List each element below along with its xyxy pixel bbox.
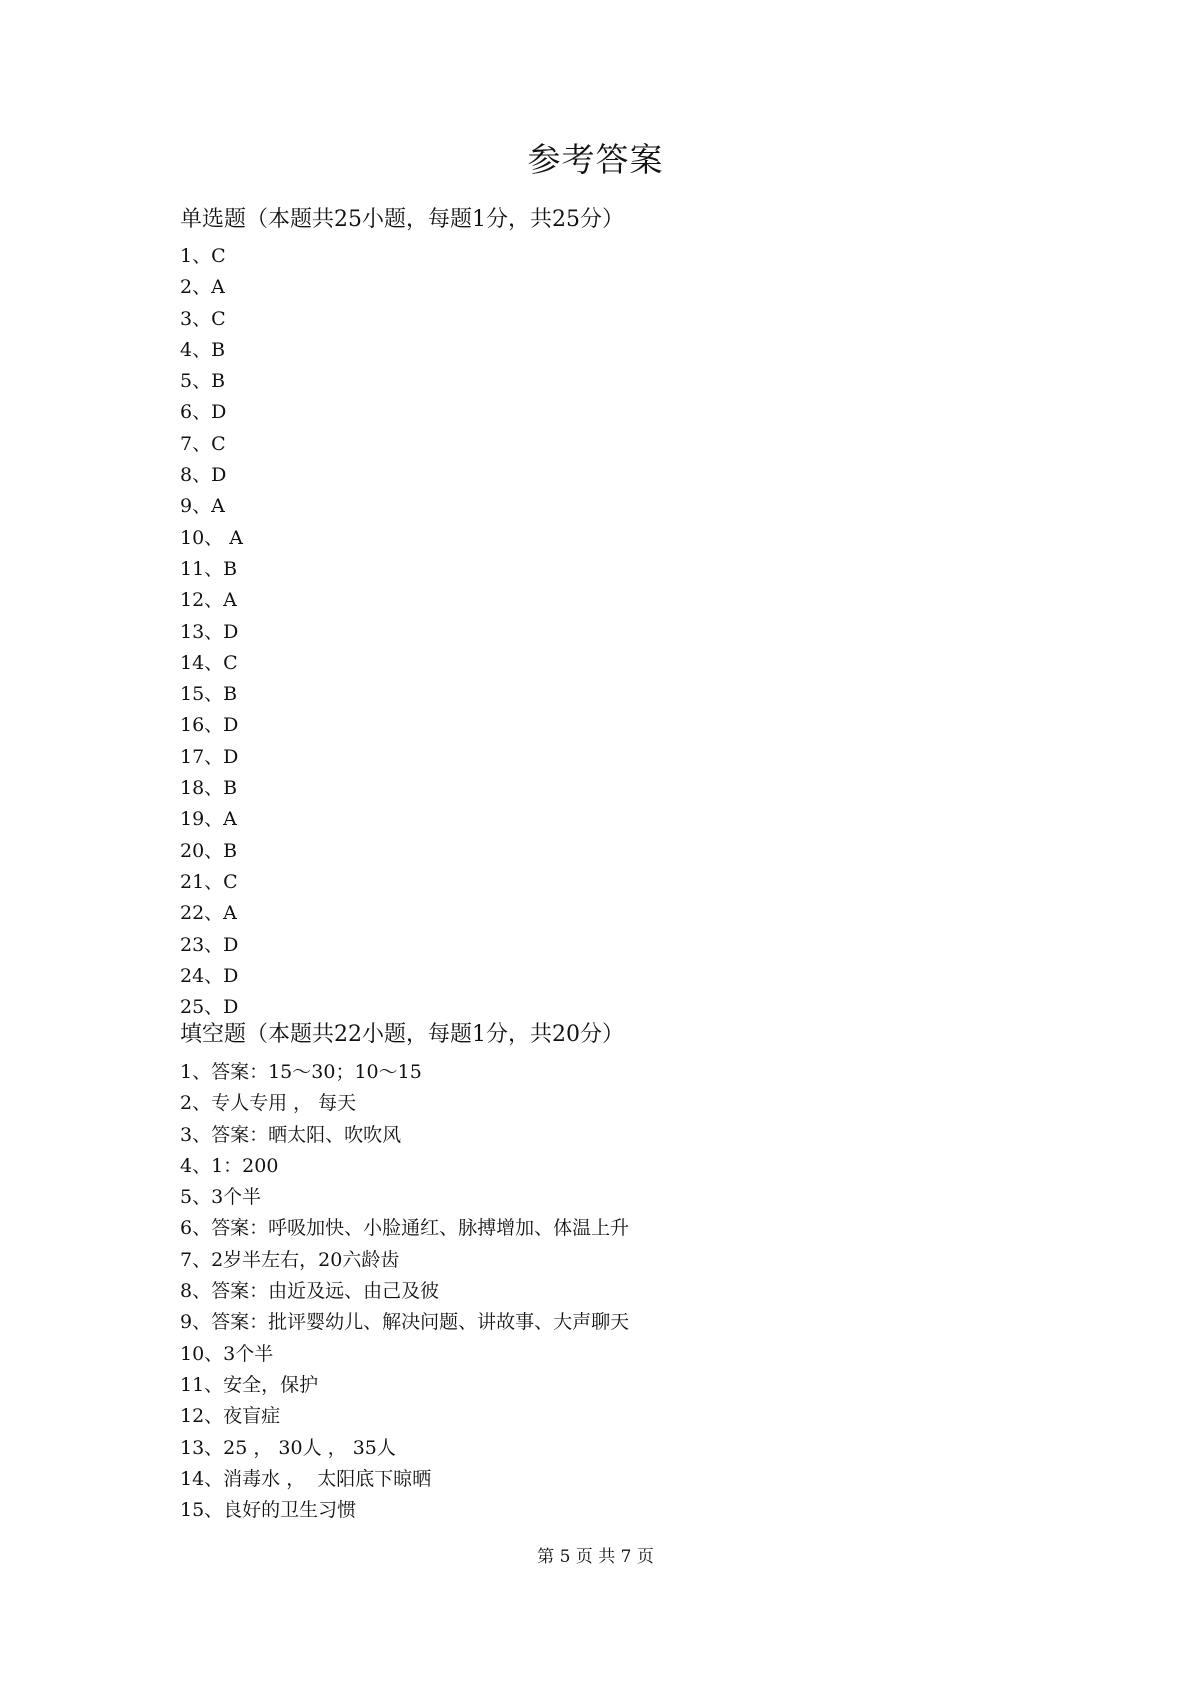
- page-footer: 第 5 页 共 7 页: [537, 1547, 654, 1567]
- single-choice-answer-item: 6、D: [180, 401, 227, 424]
- fill-blank-answer-item: 3、答案：晒太阳、吹吹风: [180, 1123, 402, 1146]
- single-choice-answer-item: 21、C: [180, 870, 238, 893]
- single-choice-answer-item: 1、C: [180, 245, 226, 267]
- single-choice-answer-item: 7、C: [180, 432, 226, 455]
- single-choice-answer-item: 5、B: [180, 370, 226, 393]
- page-title: 参考答案: [527, 140, 664, 179]
- single-choice-answer-item: 18、B: [180, 777, 238, 800]
- fill-blank-answer-item: 4、1：200: [180, 1154, 279, 1177]
- single-choice-answer-item: 4、B: [180, 338, 226, 361]
- fill-blank-answer-item: 5、3个半: [180, 1186, 262, 1209]
- fill-blank-heading: 填空题（本题共22小题，每题1分，共20分）: [180, 1022, 624, 1047]
- fill-blank-answer-item: 8、答案：由近及远、由己及彼: [180, 1280, 440, 1303]
- single-choice-answer-item: 12、A: [180, 589, 237, 612]
- fill-blank-answer-list: [180, 1057, 629, 1526]
- single-choice-answer-item: 10、 A: [180, 526, 243, 549]
- fill-blank-answer-item: 14、消毒水 ， 太阳底下晾晒: [180, 1467, 432, 1490]
- fill-blank-answer-item: 1、答案：15～30；10～15: [180, 1061, 422, 1083]
- single-choice-answer-item: 13、D: [180, 620, 239, 643]
- single-choice-answer-item: 16、D: [180, 714, 239, 737]
- fill-blank-answer-item: 11、安全，保护: [180, 1373, 319, 1396]
- fill-blank-answer-item: 10、3个半: [180, 1342, 274, 1365]
- single-choice-answer-item: 23、D: [180, 933, 239, 956]
- fill-blank-answer-item: 12、夜盲症: [180, 1405, 281, 1428]
- single-choice-answer-item: 11、B: [180, 557, 238, 580]
- single-choice-answer-item: 19、A: [180, 808, 237, 831]
- fill-blank-answer-item: 13、25 ， 30人 ， 35人: [180, 1436, 396, 1459]
- single-choice-heading: 单选题（本题共25小题，每题1分，共25分）: [180, 207, 624, 232]
- single-choice-answer-item: 17、D: [180, 745, 239, 768]
- fill-blank-answer-item: 7、2岁半左右，20六龄齿: [180, 1248, 400, 1271]
- single-choice-answer-item: 8、D: [180, 464, 227, 487]
- fill-blank-answer-item: 9、答案：批评婴幼儿、解决问题、讲故事、大声聊天: [180, 1311, 630, 1334]
- single-choice-answer-item: 20、B: [180, 839, 238, 862]
- single-choice-answer-item: 25、D: [180, 996, 239, 1019]
- single-choice-answer-item: 2、A: [180, 276, 225, 299]
- fill-blank-answer-item: 6、答案：呼吸加快、小脸通红、脉搏增加、体温上升: [180, 1217, 630, 1240]
- single-choice-answer-item: 14、C: [180, 651, 238, 674]
- single-choice-answer-item: 24、D: [180, 964, 239, 987]
- single-choice-answer-item: 22、A: [180, 902, 237, 925]
- fill-blank-answer-item: 2、专人专用 ， 每天: [180, 1092, 357, 1115]
- fill-blank-answer-item: 15、良好的卫生习惯: [180, 1499, 357, 1522]
- single-choice-answer-item: 9、A: [180, 495, 225, 518]
- single-choice-answer-list: [180, 241, 243, 1023]
- single-choice-answer-item: 3、C: [180, 307, 226, 330]
- single-choice-answer-item: 15、B: [180, 683, 238, 706]
